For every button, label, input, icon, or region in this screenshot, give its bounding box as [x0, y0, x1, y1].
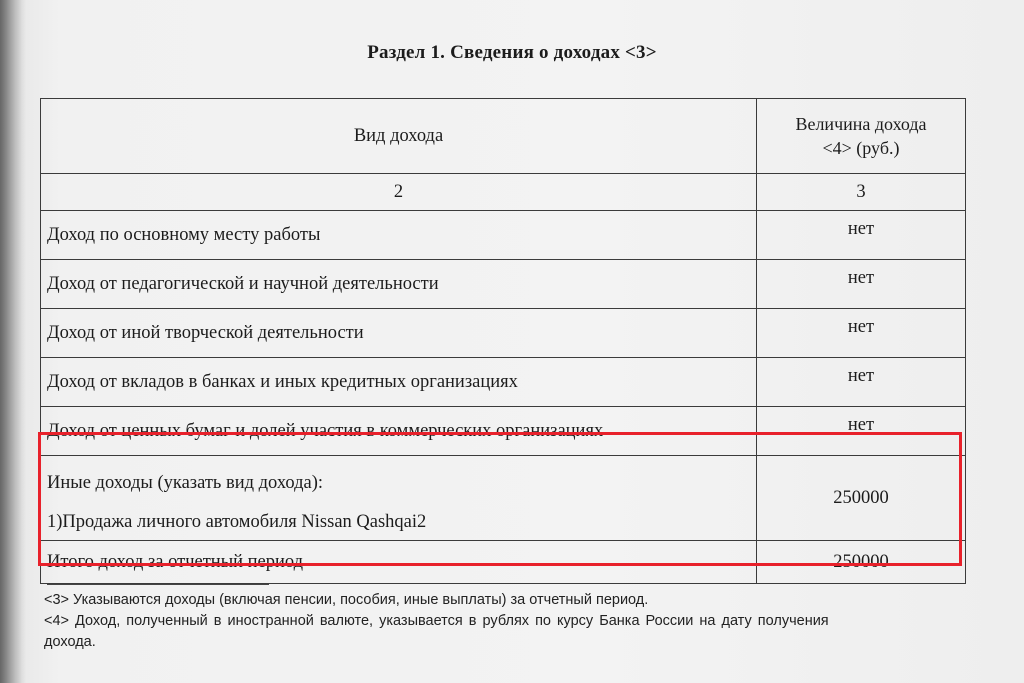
footnote-separator — [47, 584, 269, 585]
table-row — [41, 309, 966, 358]
income-amount-cell: нет — [757, 358, 966, 407]
footnotes — [44, 590, 994, 653]
income-amount-cell: нет — [757, 260, 966, 309]
income-type-cell: Доход от вкладов в банках и иных кредитных организациях — [41, 358, 757, 407]
other-income-type-cell — [41, 456, 757, 541]
other-income-row — [41, 456, 966, 541]
paper-shadow-edge — [0, 0, 26, 683]
income-type-cell: Доход от педагогической и научной деятельности — [41, 260, 757, 309]
footnote-4: <4> Доход, полученный в иностранной валюте, указывается в рублях по курсу Банка России на дату получения — [44, 613, 829, 629]
section-title: Раздел 1. Сведения о доходах <3> — [367, 42, 657, 63]
income-type-cell: Доход по основному месту работы — [41, 211, 757, 260]
income-type-cell: Доход от ценных бумаг и долей участия в коммерческих организациях — [41, 407, 757, 456]
table-row — [41, 211, 966, 260]
footnote-3: <3> Указываются доходы (включая пенсии, пособия, иные выплаты) за отчетный период. — [44, 592, 649, 608]
income-amount-cell: нет — [757, 211, 966, 260]
other-income-detail: 1)Продажа личного автомобиля Nissan Qashqai2 — [47, 512, 427, 532]
income-amount-cell: нет — [757, 309, 966, 358]
table-row — [41, 407, 966, 456]
income-amount-cell: нет — [757, 407, 966, 456]
column-number-row — [41, 174, 966, 211]
table-header-row — [41, 99, 966, 174]
other-income-label: Иные доходы (указать вид дохода): — [47, 473, 324, 493]
table-row — [41, 358, 966, 407]
header-amount-line2: <4> (руб.) — [822, 138, 900, 158]
income-table — [40, 98, 966, 584]
table-row — [41, 260, 966, 309]
header-income-amount — [757, 99, 966, 174]
total-income-label: Итого доход за отчетный период — [41, 541, 757, 584]
header-income-type: Вид дохода — [41, 99, 757, 174]
header-amount-line1: Величина дохода — [795, 114, 927, 134]
other-income-amount: 250000 — [757, 456, 966, 541]
column-number-3: 3 — [757, 174, 966, 211]
income-type-cell: Доход от иной творческой деятельности — [41, 309, 757, 358]
total-income-amount: 250000 — [757, 541, 966, 584]
column-number-2: 2 — [41, 174, 757, 211]
total-income-row — [41, 541, 966, 584]
footnote-4-continuation: дохода. — [44, 634, 96, 650]
